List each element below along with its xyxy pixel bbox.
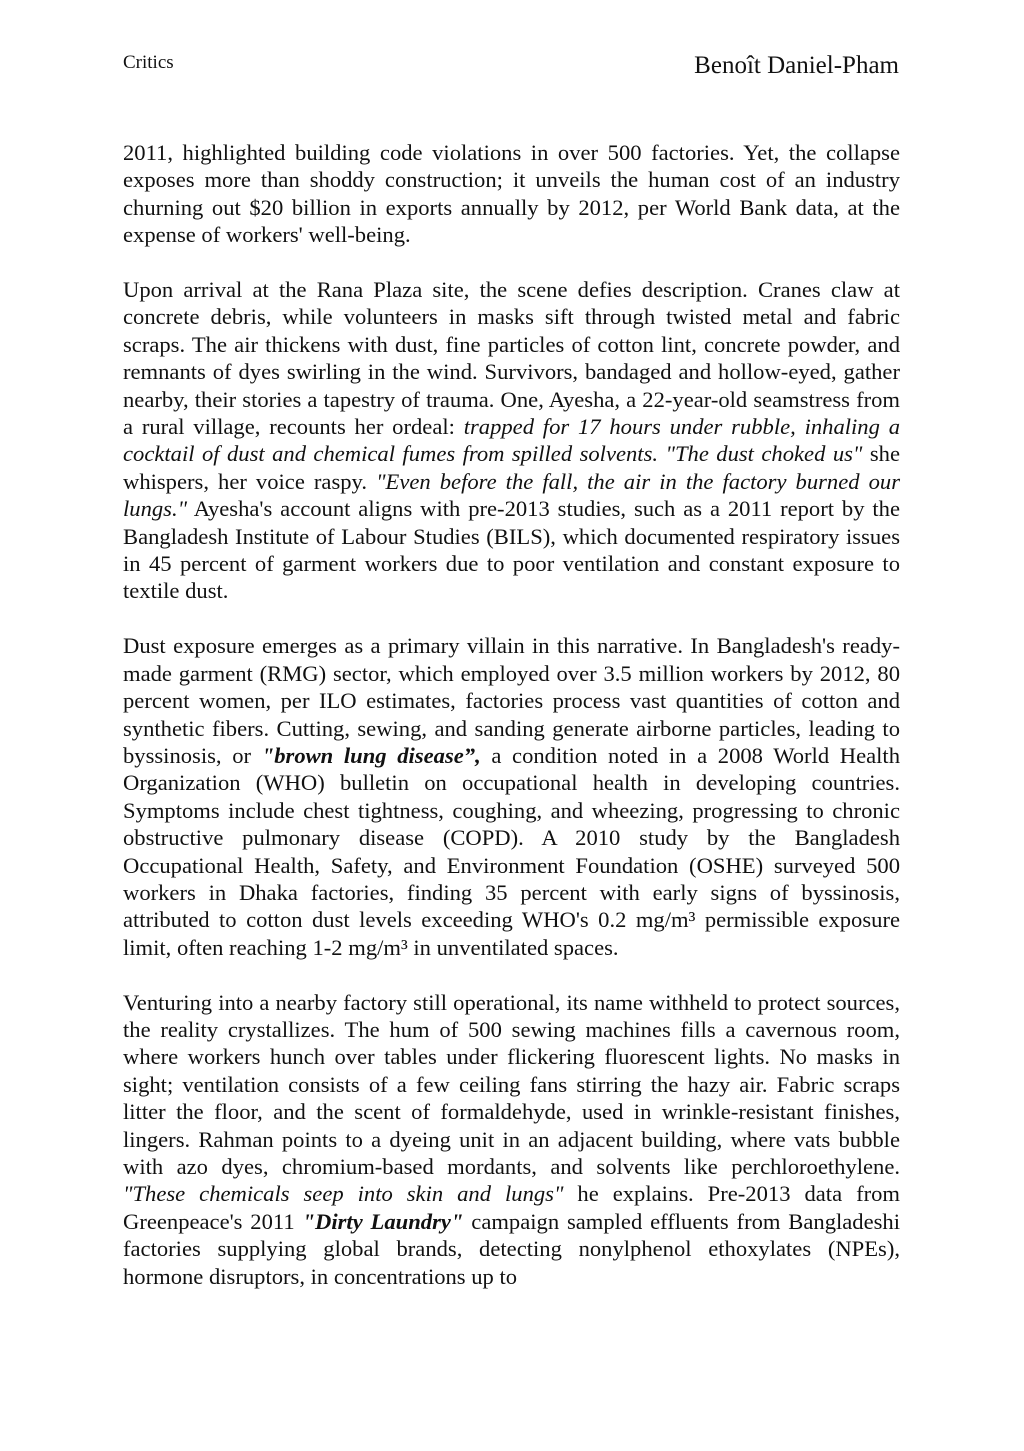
text-segment: he explains. Pre-2013 data from Greenpeace's 2011 — [123, 1181, 900, 1234]
running-header-section: Critics — [123, 52, 174, 73]
text-segment: Ayesha's account aligns with pre-2013 studies, such as a 2011 report by the Bangladesh Institute of Labour Studies (BILS), which documented respiratory issues in 45 percent of garment workers due to poor ventilation and constant exposure to textile dust. — [123, 496, 900, 604]
paragraph-4 — [123, 989, 900, 1290]
paragraph-3 — [123, 632, 900, 961]
paragraph-1 — [123, 139, 900, 249]
text-segment: campaign sampled effluents from Bangladeshi factories supplying global brands, detecting nonylphenol ethoxylates (NPEs), hormone disruptors, in concentrations up to — [123, 1208, 900, 1289]
italic-quote: "These chemicals seep into skin and lungs" — [123, 1181, 564, 1207]
text-segment: 2011, highlighted building code violations in over 500 factories. Yet, the collapse exposes more than shoddy construction; it unveils the human cost of an industry churning out $20 billion in exports annually by 2012, per World Bank data, at the expense of workers' well-being. — [123, 140, 900, 248]
text-segment: Upon arrival at the Rana Plaza site, the scene defies description. Cranes claw at concrete debris, while volunteers in masks sift through twisted metal and fabric scraps. The air thickens with dust, fine particles of cotton lint, concrete powder, and remnants of dyes swirling in the wind. Survivors, bandaged and hollow-eyed, gather nearby, their stories a tapestry of trauma. One, Ayesha, a 22-year-old seamstress from a rural village, recounts her ordeal: — [123, 277, 900, 440]
bold-italic-term: "brown lung disease”, — [261, 742, 481, 768]
text-segment: Dust exposure emerges as a primary villain in this narrative. In Bangladesh's ready-made garment (RMG) sector, which employed over 3.5 million workers by 2012, 80 percent women, per ILO estimates, factories process vast quantities of cotton and synthetic fibers. Cutting, sewing, and sanding generate airborne particles, leading to byssinosis, or — [123, 633, 900, 768]
article-body — [123, 139, 900, 1317]
text-segment: a condition noted in a 2008 World Health Organization (WHO) bulletin on occupational health in developing countries. Symptoms include chest tightness, coughing, and wheezing, progressing to chronic obstructive pulmonary disease (COPD). A 2010 study by the Bangladesh Occupational Health, Safety, and Environment Foundation (OSHE) surveyed 500 workers in Dhaka factories, finding 35 percent with early signs of byssinosis, attributed to cotton dust levels exceeding WHO's 0.2 mg/m³ permissible exposure limit, often reaching 1-2 mg/m³ in unventilated spaces. — [123, 742, 900, 960]
text-segment: Venturing into a nearby factory still operational, its name withheld to protect sources, the reality crystallizes. The hum of 500 sewing machines fills a cavernous room, where workers hunch over tables under flickering fluorescent lights. No masks in sight; ventilation consists of a few ceiling fans stirring the hazy air. Fabric scraps litter the floor, and the scent of formaldehyde, used in wrinkle-resistant finishes, lingers. Rahman points to a dyeing unit in an adjacent building, where vats bubble with azo dyes, chromium-based mordants, and solvents like perchloroethylene. — [123, 989, 900, 1179]
text-segment: she whispers, her voice raspy. — [123, 441, 900, 494]
bold-italic-term: "Dirty Laundry" — [302, 1208, 464, 1234]
italic-quote: "Even before the fall, the air in the factory burned our lungs." — [123, 468, 900, 522]
italic-quote: trapped for 17 hours under rubble, inhaling a cocktail of dust and chemical fumes from spilled solvents. "The dust choked us" — [123, 414, 900, 467]
paragraph-2 — [123, 276, 900, 605]
running-header-author: Benoît Daniel-Pham — [694, 52, 899, 79]
